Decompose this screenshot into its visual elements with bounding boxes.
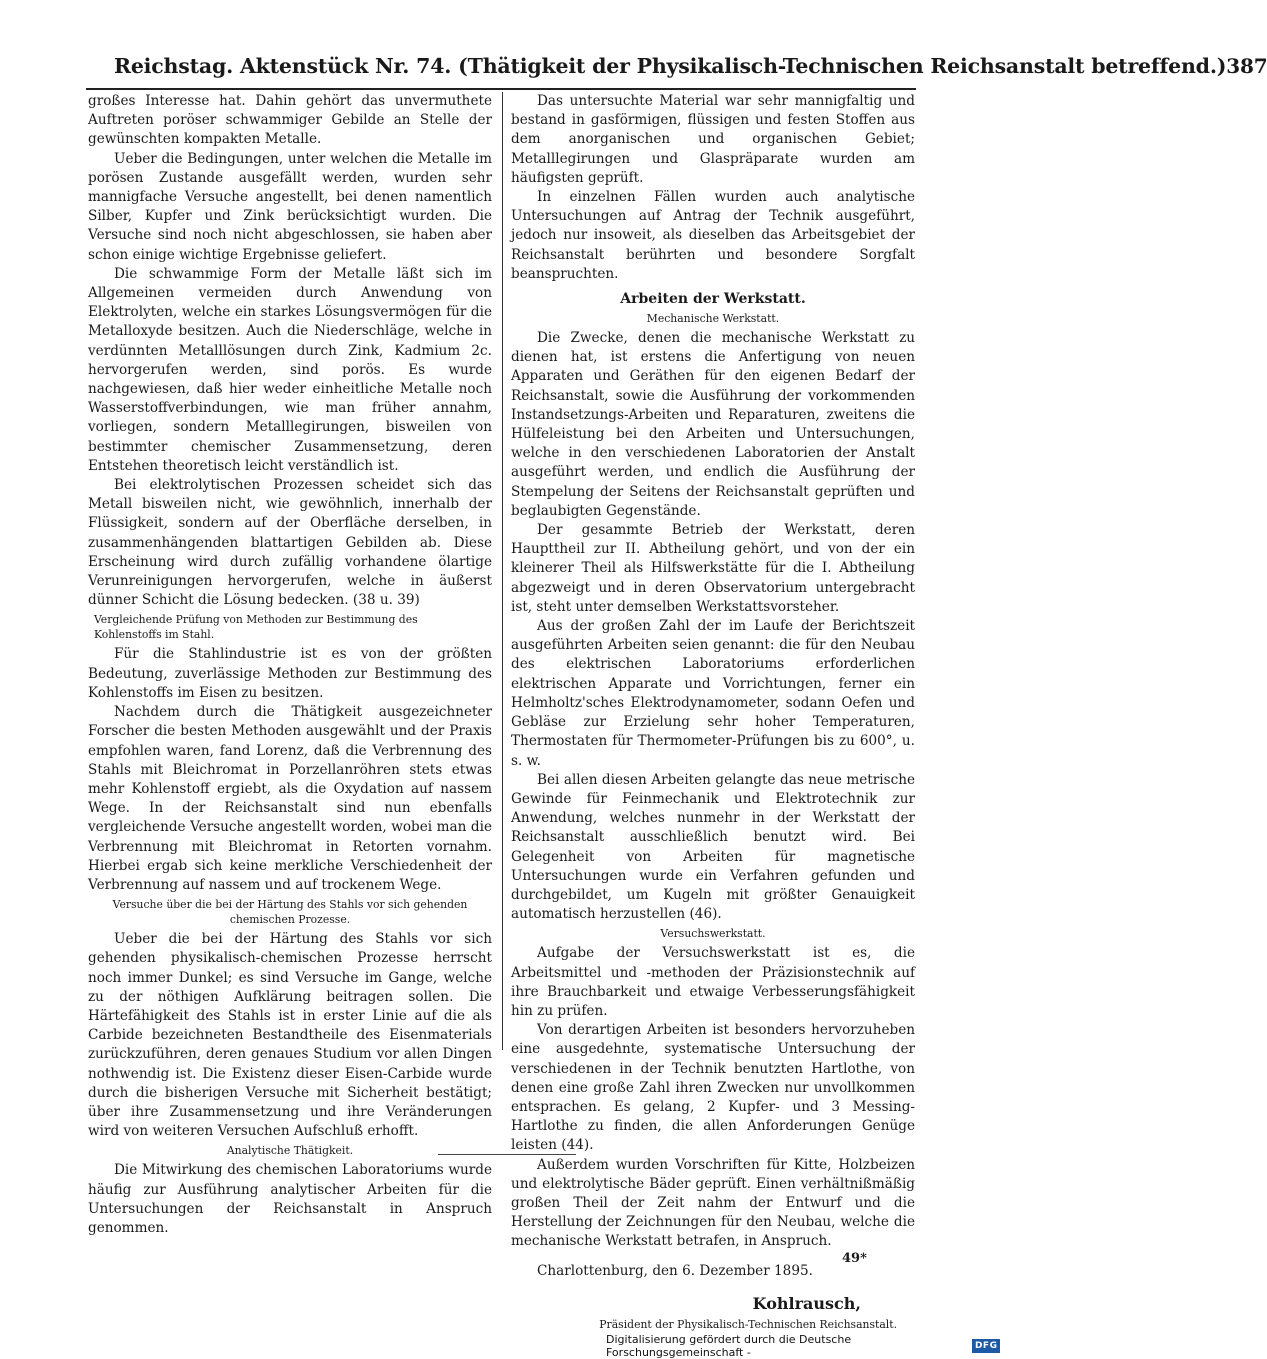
- running-title: Reichstag. Aktenstück Nr. 74. (Thätigkeit der Physikalisch-Technischen Reichsanstalt betreffend.): [114, 54, 1227, 78]
- header-rule: [86, 88, 916, 90]
- signature-mark: 49*: [842, 1251, 867, 1266]
- signature-title: Präsident der Physikalisch-Technischen Reichsanstalt.: [599, 1317, 897, 1331]
- paragraph: Ueber die bei der Härtung des Stahls vor sich gehenden physikalisch-chemischen Prozesse herrscht noch immer Dunkel; es sind Versuche im Gange, welche zu der nöthigen Aufklärung beitragen sollen. Die Härtefähigkeit des Stahls ist in erster Linie auf die als Carbide bezeichneten Bestandtheile des Eisenmaterials zurückzuführen, deren genaues Studium vor allen Dingen nothwendig ist. Die Existenz dieser Eisen-Carbide wurde durch die bisherigen Versuche mit Sicherheit bestätigt; über ihre Zusammensetzung und ihre Veränderungen wird von weiteren Versuchen Aufschluß erhofft.: [88, 931, 492, 1140]
- paragraph: Die Mitwirkung des chemischen Laboratoriums wurde häufig zur Ausführung analytischer Arbeiten für die Untersuchungen der Reichsanstalt in Anspruch genommen.: [88, 1162, 492, 1236]
- signature: Kohlrausch,: [752, 1293, 861, 1313]
- subheading: Vergleichende Prüfung von Methoden zur Bestimmung des Kohlenstoffs im Stahl.: [94, 613, 418, 642]
- paragraph: großes Interesse hat. Dahin gehört das unvermuthete Auftreten poröser schwammiger Gebilde an Stelle der gewünschten kompakten Metalle.: [88, 93, 492, 148]
- subheading: Mechanische Werkstatt.: [646, 312, 780, 326]
- dfg-logo: DFG: [972, 1339, 1000, 1353]
- right-column: [511, 92, 915, 1332]
- paragraph: Von derartigen Arbeiten ist besonders hervorzuheben eine ausgedehnte, systematische Untersuchung der verschiedenen in der Technik benutzten Hartlothe, von denen eine große Zahl ihren Zwecken nur unvollkommen entsprachen. Es gelang, 2 Kupfer- und 3 Messing-Hartlothe zu finden, die allen Anforderungen Genüge leisten (44).: [511, 1022, 915, 1154]
- paragraph: Die schwammige Form der Metalle läßt sich im Allgemeinen vermeiden durch Anwendung von Elektrolyten, welche ein starkes Lösungsvermögen für die Metalloxyde besitzen. Auch die Niederschläge, welche in verdünnten Metalllösungen durch Zink, Kadmium 2c. hervorgerufen werden, sind porös. Es wurde nachgewiesen, daß hier weder einheitliche Metalle noch Wasserstoffverbindungen, wie man früher annahm, vorliegen, sondern Metalllegirungen, bisweilen von bestimmter chemischer Zusammensetzung, deren Entstehen theoretisch leicht verständlich ist.: [88, 265, 492, 474]
- paragraph: Die Zwecke, denen die mechanische Werkstatt zu dienen hat, ist erstens die Anfertigung von neuen Apparaten und Geräthen für den eigenen Bedarf der Reichsanstalt, sowie die Ausführung der vorkommenden Instandsetzungs-Arbeiten und Reparaturen, zweitens die Hülfeleistung bei den Arbeiten und Untersuchungen, welche in den verschiedenen Laboratorien der Anstalt ausgeführt werden, und endlich die Ausführung der Stempelung der Seitens der Reichsanstalt geprüften und beglaubigten Gegenstände.: [511, 330, 915, 519]
- paragraph: Aus der großen Zahl der im Laufe der Berichtszeit ausgeführten Arbeiten seien genannt: die für den Neubau des elektrischen Laboratoriums erforderlichen elektrischen Apparate und Vorrichtungen, ferner ein Helmholtz'sches Elektrodynamometer, sodann Oefen und Gebläse zur Erzielung sehr hoher Temperaturen, Thermostaten für Thermometer-Prüfungen bis zu 600°, u. s. w.: [511, 618, 915, 769]
- column-divider: [502, 92, 503, 1050]
- subheading: Analytische Thätigkeit.: [226, 1144, 354, 1158]
- paragraph: In einzelnen Fällen wurden auch analytische Untersuchungen auf Antrag der Technik ausgeführt, jedoch nur insoweit, als dieselben das Arbeitsgebiet der Reichsanstalt berührten und besondere Sorgfalt beanspruchten.: [511, 189, 915, 282]
- footer: [606, 1333, 1000, 1359]
- paragraph: Außerdem wurden Vorschriften für Kitte, Holzbeizen und elektrolytische Bäder geprüft. Einen verhältnißmäßig großen Theil der Zeit nahm der Entwurf und die Herstellung der Zeichnungen für den Neubau, welche die mechanische Werkstatt betrafen, in Anspruch.: [511, 1156, 915, 1250]
- end-rule: [438, 1154, 576, 1155]
- subheading: Versuchswerkstatt.: [660, 927, 766, 941]
- paragraph: Nachdem durch die Thätigkeit ausgezeichneter Forscher die besten Methoden ausgewählt und der Praxis empfohlen waren, fand Lorenz, daß die Verbrennung des Stahls mit Bleichromat in Porzellanröhren stets etwas mehr Kohlenstoff ergiebt, als die Oxydation auf nassem Wege. In der Reichsanstalt sind nun ebenfalls vergleichende Versuche angestellt worden, wobei man die Verbrennung mit Bleichromat in Retorten vornahm. Hierbei ergab sich keine merkliche Verschiedenheit der Verbrennung auf nassem und auf trockenem Wege.: [88, 704, 492, 893]
- paragraph: Das untersuchte Material war sehr mannigfaltig und bestand in gasförmigen, flüssigen und festen Stoffen aus dem anorganischen und organischen Gebiet; Metalllegirungen und Glaspräparate wurden am häufigsten geprüft.: [511, 93, 915, 186]
- subheading: Versuche über die bei der Härtung des Stahls vor sich gehenden chemischen Prozesse.: [112, 898, 468, 927]
- paragraph: Bei elektrolytischen Prozessen scheidet sich das Metall bisweilen nicht, wie gewöhnlich, innerhalb der Flüssigkeit, sondern auf der Oberfläche derselben, in zusammenhängenden blattartigen Gebilden ab. Diese Erscheinung wird durch zufällig vorhandene ölartige Verunreinigungen hervorgerufen, welche in äußerst dünner Schicht die Lösung bedecken. (38 u. 39): [88, 477, 492, 609]
- page-number: 387: [1226, 54, 1267, 78]
- paragraph: Der gesammte Betrieb der Werkstatt, deren Haupttheil zur II. Abtheilung gehört, und von der ein kleinerer Theil als Hilfswerkstätte für die I. Abtheilung abgezweigt und in deren Observatorium untergebracht ist, steht unter demselben Werkstattsvorsteher.: [511, 522, 915, 615]
- section-heading: Arbeiten der Werkstatt.: [620, 291, 806, 308]
- footer-text: Digitalisierung gefördert durch die Deutsche Forschungsgemeinschaft -: [606, 1333, 852, 1359]
- left-column: [88, 92, 492, 1238]
- closing-date: Charlottenburg, den 6. Dezember 1895.: [537, 1262, 813, 1279]
- paragraph: Aufgabe der Versuchswerkstatt ist es, die Arbeitsmittel und -methoden der Präzisionstechnik auf ihre Brauchbarkeit und etwaige Verbesserungsfähigkeit hin zu prüfen.: [511, 945, 915, 1019]
- paragraph: Bei allen diesen Arbeiten gelangte das neue metrische Gewinde für Feinmechanik und Elektrotechnik zur Anwendung, welches nunmehr in der Werkstatt der Reichsanstalt ausschließlich benutzt wird. Bei Gelegenheit von Arbeiten für magnetische Untersuchungen wurde ein Verfahren gefunden und durchgebildet, um Kugeln mit größter Genauigkeit automatisch herzustellen (46).: [511, 771, 915, 923]
- paragraph: Ueber die Bedingungen, unter welchen die Metalle im porösen Zustande ausgefällt werden, wurden sehr mannigfache Versuche angestellt, bei denen namentlich Silber, Kupfer und Zink berücksichtigt wurden. Die Versuche sind noch nicht abgeschlossen, sie haben aber schon einige wichtige Ergebnisse geliefert.: [88, 150, 492, 263]
- page-header: [114, 46, 1267, 86]
- paragraph: Für die Stahlindustrie ist es von der größten Bedeutung, zuverlässige Methoden zur Bestimmung des Kohlenstoffs im Eisen zu besitzen.: [88, 646, 492, 701]
